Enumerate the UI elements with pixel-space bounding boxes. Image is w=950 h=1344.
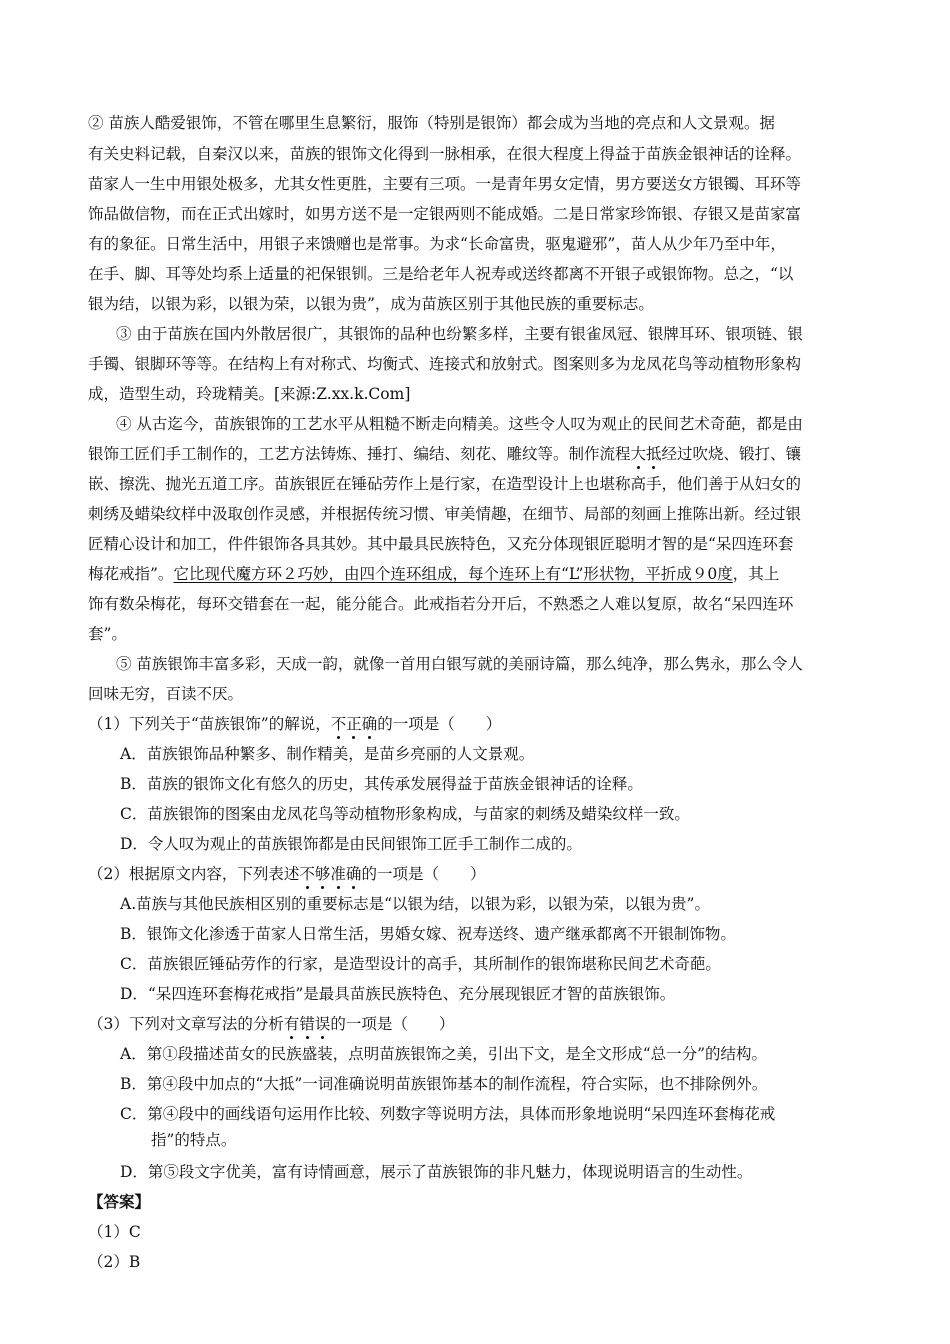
- question-1-stem: [88, 714, 501, 734]
- paragraph-2-line-5: 有的象征。日常生活中，用银子来馈赠也是常事。为求“长命富贵，驱鬼避邪”，苗人从少年乃至中年，: [88, 235, 786, 253]
- paragraph-3-line-2: 手镯、银脚环等等。在结构上有对称式、均衡式、连接式和放射式。图案则多为龙凤花鸟等动植物形象构: [88, 355, 802, 373]
- paragraph-4-line-5: 匠精心设计和加工，件件银饰各具其妙。其中最具民族特色，又充分体现银匠聪明才智的是“呆四连环套: [88, 535, 794, 553]
- question-3-option-b: B．第④段中加点的“大抵”一词准确说明苗族银饰基本的制作流程，符合实际，也不排除例外。: [120, 1075, 768, 1093]
- emphasis-dot: 不: [330, 715, 347, 733]
- question-1-text-b: 的一项是（ ）: [377, 715, 502, 733]
- emphasis-dot-di: 抵: [646, 445, 662, 463]
- emphasis-dot: 错: [299, 1015, 315, 1033]
- paragraph-4-line-6-text-b: ，其上: [732, 565, 780, 583]
- paragraph-3-line-1: ③ 由于苗族在国内外散居很广，其银饰的品种也纷繁多样，主要有银雀凤冠、银牌耳环、银项链、银: [116, 325, 803, 343]
- answer-heading: 【答案】: [88, 1192, 151, 1211]
- paragraph-2-line-7: 银为结，以银为彩，以银为荣，以银为贵”，成为苗族区别于其他民族的重要标志。: [88, 295, 654, 313]
- question-2-option-c: C．苗族银匠锤砧劳作的行家，是造型设计的高手，其所制作的银饰堪称民间艺术奇葩。: [120, 955, 721, 973]
- emphasis-dot: 有: [283, 1015, 300, 1033]
- paragraph-4-line-7: 饰有数朵梅花，每环交错套在一起，能分能合。此戒指若分开后，不熟悉之人难以复原，故名“呆四连环: [88, 595, 794, 613]
- question-1-option-a: A．苗族银饰品种繁多、制作精美，是苗乡亮丽的人文景观。: [120, 745, 535, 763]
- question-1-option-b: B．苗族的银饰文化有悠久的历史，其传承发展得益于苗族金银神话的诠释。: [120, 775, 643, 793]
- emphasis-dot: 准: [330, 865, 346, 883]
- paragraph-4-line-4: 刺绣及蜡染纹样中汲取创作灵感，并根据传统习惯、审美情趣，在细节、局部的刻画上推陈出新。经过银: [88, 505, 802, 523]
- emphasis-dot: 正: [346, 715, 362, 733]
- question-2-text-a: （2）根据原文内容，下列表述: [88, 865, 300, 883]
- paragraph-4-line-2-text-a: 银饰工匠们手工制作的，工艺方法铸炼、捶打、编结、刻花、雕纹等。制作流程: [88, 445, 631, 463]
- question-3-option-c-cont: 指”的特点。: [120, 1131, 237, 1149]
- underlined-sentence: 它比现代魔方环２巧妙，由四个连环组成，每个连环上有“L”形状物，平折成９0度: [173, 565, 733, 583]
- question-3-option-d: D．第⑤段文字优美，富有诗情画意，展示了苗族银饰的非凡魅力，体现说明语言的生动性。: [120, 1163, 753, 1181]
- paragraph-5-line-1: ⑤ 苗族银饰丰富多彩，天成一韵，就像一首用白银写就的美丽诗篇，那么纯净，那么隽永，那么令人: [116, 655, 803, 673]
- question-1-text-a: （1）下列关于“苗族银饰”的解说，: [88, 715, 331, 733]
- question-3-stem: [88, 1014, 454, 1034]
- question-3-option-a: A．第①段描述苗女的民族盛装，点明苗族银饰之美，引出下文，是全文形成“总一分”的结构。: [120, 1045, 768, 1063]
- answer-item-2: （2）B: [88, 1253, 141, 1271]
- paragraph-4-line-6-text-a: 梅花戒指”。: [88, 565, 174, 583]
- emphasis-dot-da: 大: [630, 445, 647, 463]
- paragraph-2-line-1: ② 苗族人酷爱银饰，不管在哪里生息繁衍，服饰（特别是银饰）都会成为当地的亮点和人文景观。据: [88, 114, 775, 132]
- paragraph-4-line-3: 嵌、擦洗、抛光五道工序。苗族银匠在锤砧劳作上是行家，在造型设计上也堪称高手，他们善于从妇女的: [88, 475, 802, 493]
- question-2-text-b: 的一项是（ ）: [361, 865, 486, 883]
- emphasis-dot: 误: [314, 1015, 331, 1033]
- emphasis-dot: 确: [345, 865, 362, 883]
- question-2-option-b: B．银饰文化渗透于苗家人日常生活，男婚女嫁、祝寿送终、遗产继承都离不开银制饰物。: [120, 925, 736, 943]
- question-2-option-d: D．“呆四连环套梅花戒指”是最具苗族民族特色、充分展现银匠才智的苗族银饰。: [120, 985, 676, 1003]
- emphasis-dot: 够: [314, 865, 331, 883]
- question-3-option-c: C．第④段中的画线语句运用作比较、列数字等说明方法，具体而形象地说明“呆四连环套梅花戒: [120, 1105, 776, 1123]
- paragraph-4-line-2: [88, 444, 868, 464]
- question-2-option-a: A.苗族与其他民族相区别的重要标志是“以银为结，以银为彩，以银为荣，以银为贵”。: [120, 895, 710, 913]
- paragraph-2-line-4: 饰品做信物，而在正式出嫁时，如男方送不是一定银两则不能成婚。二是日常家珍饰银、存银又是苗家富: [88, 205, 802, 223]
- question-1-option-d: D．令人叹为观止的苗族银饰都是由民间银饰工匠手工制作二成的。: [120, 835, 582, 853]
- paragraph-4-line-6: [88, 564, 868, 584]
- question-1-option-c: C．苗族银饰的图案由龙凤花鸟等动植物形象构成，与苗家的刺绣及蜡染纹样一致。: [120, 805, 690, 823]
- answer-item-1: （1）C: [88, 1223, 141, 1241]
- question-3-text-b: 的一项是（ ）: [330, 1015, 455, 1033]
- paragraph-4-line-1: ④ 从古迄今，苗族银饰的工艺水平从粗糙不断走向精美。这些令人叹为观止的民间艺术奇葩，都是由: [116, 415, 803, 433]
- emphasis-dot: 确: [361, 715, 378, 733]
- paragraph-4-line-2-text-b: 经过吹烧、锻打、镶: [661, 445, 802, 463]
- paragraph-5-line-2: 回味无穷，百读不厌。: [88, 685, 244, 703]
- paragraph-3-line-3: 成，造型生动，玲珑精美。[来源:Z.xx.k.Com]: [88, 385, 411, 403]
- paragraph-2-line-6: 在手、脚、耳等处均系上适量的祀保银钏。三是给老年人祝寿或送终都离不开银子或银饰物。总之，“以: [88, 265, 794, 283]
- paragraph-2-line-3: 苗家人一生中用银处极多，尤其女性更胜，主要有三项。一是青年男女定情，男方要送女方银镯、耳环等: [88, 175, 802, 193]
- paragraph-4-line-8: 套”。: [88, 625, 127, 643]
- question-2-stem: [88, 864, 485, 884]
- paragraph-2-line-2: 有关史料记载，自秦汉以来，苗族的银饰文化得到一脉相承，在很大程度上得益于苗族金银神话的诠释。: [88, 145, 802, 163]
- emphasis-dot: 不: [299, 865, 315, 883]
- question-3-text-a: （3）下列对文章写法的分析: [88, 1015, 284, 1033]
